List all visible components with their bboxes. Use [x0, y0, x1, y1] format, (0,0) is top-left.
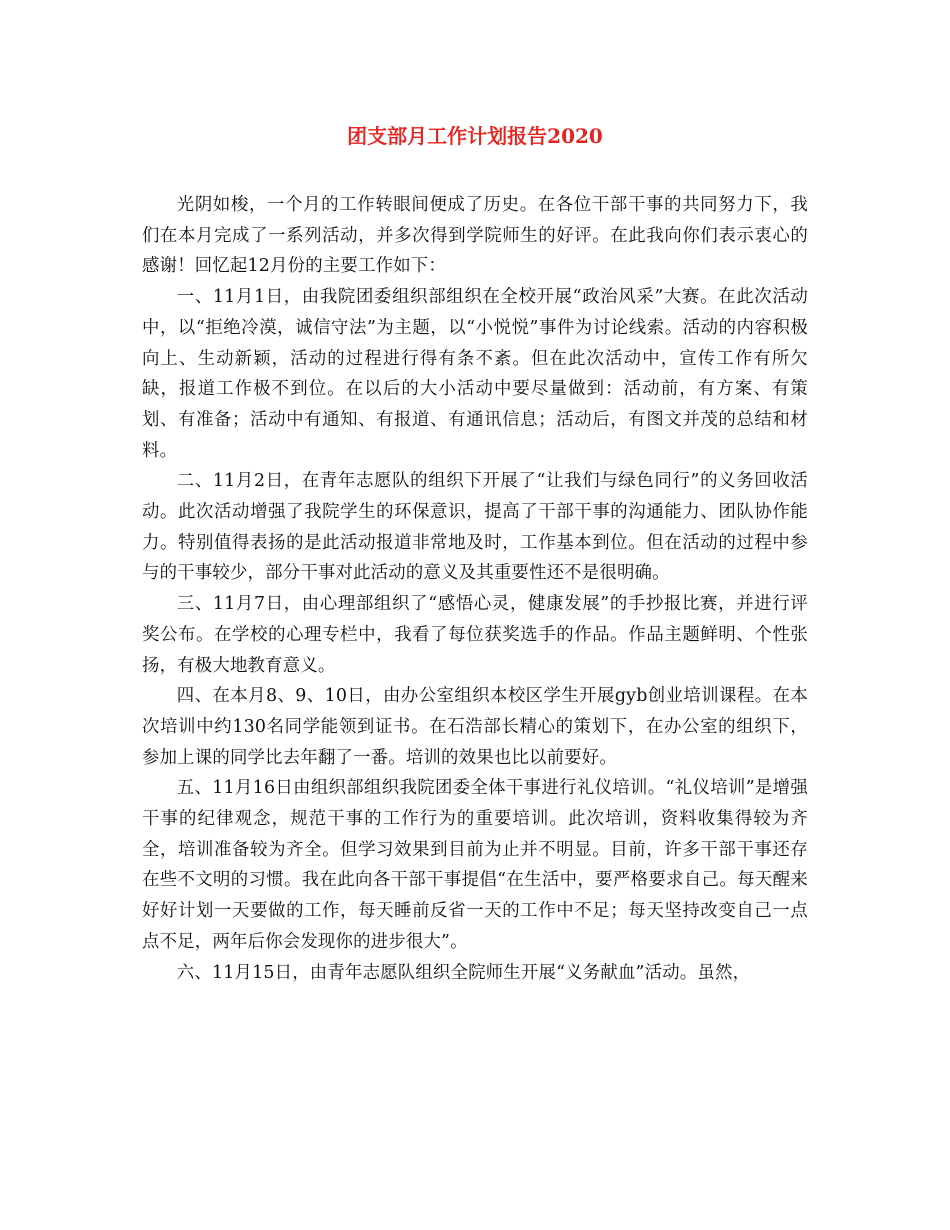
- paragraph-item-1: 一、11月1日，由我院团委组织部组织在全校开展“政治风采”大赛。在此次活动中，以“拒绝冷漠，诚信守法”为主题，以“小悦悦”事件为讨论线索。活动的内容积极向上、生动新颖，活动的过程进行得有条不紊。但在此次活动中，宣传工作有所欠缺，报道工作极不到位。在以后的大小活动中要尽量做到：活动前，有方案、有策划、有准备；活动中有通知、有报道、有通讯信息；活动后，有图文并茂的总结和材料。: [142, 287, 808, 461]
- paragraph-intro: 光阴如梭，一个月的工作转眼间便成了历史。在各位干部干事的共同努力下，我们在本月完成了一系列活动，并多次得到学院师生的好评。在此我向你们表示衷心的感谢！回忆起12月份的主要工作如下：: [142, 195, 808, 277]
- document-title: 团支部月工作计划报告2020: [347, 124, 603, 148]
- paragraph-item-3: 三、11月7日，由心理部组织了“感悟心灵，健康发展”的手抄报比赛，并进行评奖公布。在学校的心理专栏中，我看了每位获奖选手的作品。作品主题鲜明、个性张扬，有极大地教育意义。: [142, 594, 808, 676]
- paragraph-item-2: 二、11月2日，在青年志愿队的组织下开展了“让我们与绿色同行”的义务回收活动。此次活动增强了我院学生的环保意识，提高了干部干事的沟通能力、团队协作能力。特别值得表扬的是此活动报道非常地及时，工作基本到位。但在活动的过程中参与的干事较少，部分干事对此活动的意义及其重要性还不是很明确。: [142, 471, 808, 584]
- paragraph-item-4: 四、在本月8、9、10日，由办公室组织本校区学生开展gyb创业培训课程。在本次培训中约130名同学能领到证书。在石浩部长精心的策划下，在办公室的组织下，参加上课的同学比去年翻了一番。培训的效果也比以前要好。: [142, 686, 808, 768]
- paragraph-item-5: 五、11月16日由组织部组织我院团委全体干事进行礼仪培训。“礼仪培训”是增强干事的纪律观念，规范干事的工作行为的重要培训。此次培训，资料收集得较为齐全，培训准备较为齐全。但学习效果到目前为止并不明显。目前，许多干部干事还存在些不文明的习惯。我在此向各干部干事提倡“在生活中，要严格要求自己。每天醒来好好计划一天要做的工作，每天睡前反省一天的工作中不足；每天坚持改变自己一点点不足，两年后你会发现你的进步很大”。: [142, 778, 808, 952]
- document-body: [142, 190, 808, 988]
- paragraph-item-6: 六、11月15日，由青年志愿队组织全院师生开展“义务献血”活动。虽然，: [176, 962, 751, 983]
